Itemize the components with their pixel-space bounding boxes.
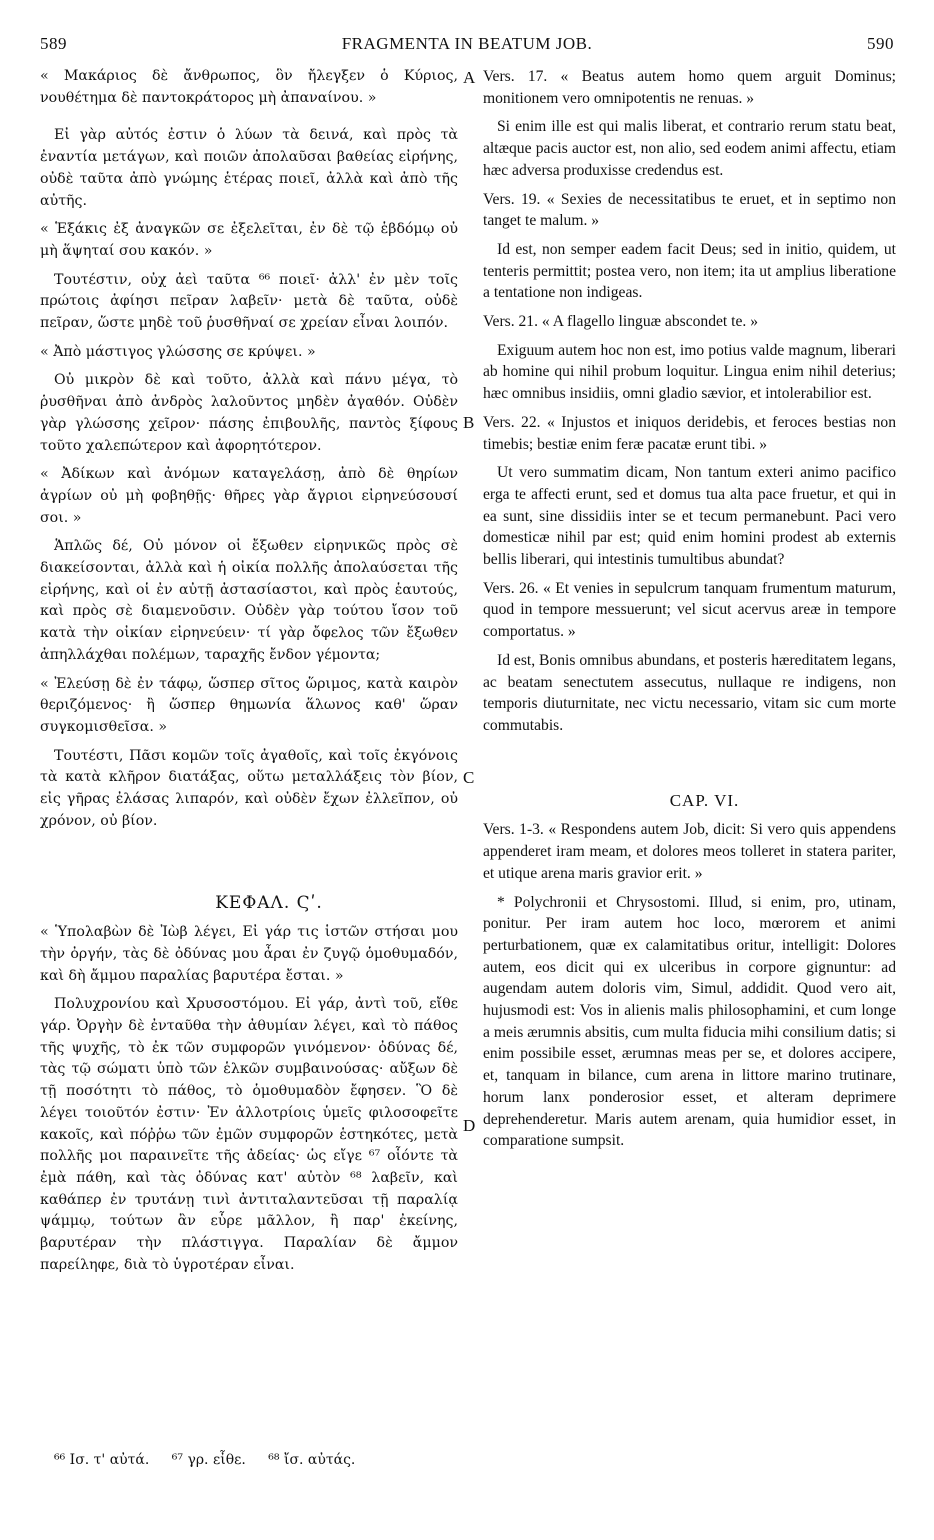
- chapter-heading-latin: CAP. VI.: [669, 790, 740, 810]
- greek-commentary: Τουτέστιν, οὐχ ἀεὶ ταῦτα ⁶⁶ ποιεῖ· ἀλλ' ἐν μὲν τοῖς πρώτοις ἀφίησι πεῖραν λαβεῖν· μετὰ δὲ ταῦτα, οὐδὲ πεῖραν, ὥστε μηδὲ τοῦ ῥυσθῆναί σε χρείαν εἶναι λοιπόν.: [40, 271, 458, 332]
- greek-verse: « Μακάριος δὲ ἄνθρωπος, ὃν ἤλεγξεν ὁ Κύριος, νουθέτημα δὲ παντοκράτορος μὴ ἀπαναίνου. »: [40, 68, 458, 106]
- footnotes: [54, 1452, 373, 1468]
- greek-commentary: Οὐ μικρὸν δὲ καὶ τοῦτο, ἀλλὰ καὶ πάνυ μέγα, τὸ ῥυσθῆναι ἀπὸ ἀνδρὸς λαλοῦντος μηδὲν ἀγαθόν. Οὐδὲν γὰρ γλώσσης χεῖρον· πάσης ἐπιβουλῆς, παντὸς ξίφους τοῦτο χαλεπώτερον καὶ ἀφορητότερον.: [40, 372, 458, 454]
- margin-mark-b: B: [463, 413, 475, 432]
- greek-commentary: Εἰ γὰρ αὐτός ἐστιν ὁ λύων τὰ δεινά, καὶ πρὸς τὰ ἐναντία μετάγων, καὶ ποιῶν ἀπολαῦσαι βαθείας εἰρήνης, οὐδὲ ταῦτα ἀπὸ γνώμης ἑτέρας ποιεῖ, ἀλλὰ καὶ ἀπὸ τῆς αὐτῆς.: [40, 127, 458, 209]
- latin-commentary: Id est, non semper eadem facit Deus; sed in initio, quidem, ut tenteris permittit; postea vero, non item; ita ut amplius liberatione a tentatione non indigeas.: [483, 240, 896, 302]
- greek-verse: « Ἐλεύσῃ δὲ ἐν τάφῳ, ὥσπερ σῖτος ὥριμος, κατὰ καιρὸν θεριζόμενος· ἢ ὥσπερ θημωνία ἅλωνος καθ' ὥραν συγκομισθεῖσα. »: [40, 675, 458, 735]
- margin-mark-d: D: [463, 1116, 476, 1135]
- running-title: FRAGMENTA IN BEATUM JOB.: [341, 34, 593, 53]
- latin-verse: Vers. 22. « Injustos et iniquos deridebis, et feroces bestias non timebis; bestiæ enim feræ pacatæ erunt tibi. »: [483, 413, 896, 453]
- latin-column: [483, 66, 896, 1159]
- greek-commentary: Ἁπλῶς δέ, Οὐ μόνον οἱ ἔξωθεν εἰρηνικῶς πρὸς σὲ διακείσονται, ἀλλὰ καὶ ἡ οἰκία πολλῆς ἀπολαύσεται τῆς εἰρήνης, καὶ οἱ ἐν αὐτῇ ἀστασίαστοι, καὶ πρὸς ἑαυτούς, καὶ πρὸς σὲ διαμενοῦσιν. Οὐδὲν γὰρ τούτου ἴσον τοῦ κατὰ τὴν οἰκίαν εἰρηνεύειν· τί γὰρ ὄφελος τῶν ἔξωθεν ἀπηλλάχθαι πολέμων, ταραχῆς ἔνδον γέμοντα;: [40, 538, 458, 663]
- latin-commentary: Id est, Bonis omnibus abundans, et posteris hæreditatem legans, ac beatam senectutem assecutus, nullaque re indigens, non temporis diuturnitate, nec victu necessario, vitam sic cum morte commutabis.: [483, 651, 896, 734]
- latin-commentary: * Polychronii et Chrysostomi. Illud, si enim, pro, utinam, ponitur. Per iram autem hoc loco, mœrorem et animi perturbationem, quæ ex calamitatibus oritur, intelligit: Dolores autem, eos dicit qui ex ulceribus in corpore gignuntur: ad augendam autem doloris vim, Simul, addidit. Quod vero ait, hujusmodi est: Vos in alienis malis philosophamini, et cum longe a meis ærumnis absitis, cum multa fiducia mihi consilium datis; si enim possibile esset, ærumnas meas per se, et dolores accipere, et, tanquam in bilance, cum arena in littore marino trutinare, horum lanx ponderosior esset, et alteram deprimere deprehenderetur. Maris autem arenam, quia humidior esset, in comparatione sumpsit.: [483, 893, 896, 1150]
- running-head: [40, 34, 894, 58]
- greek-verse: « Ἑξάκις ἐξ ἀναγκῶν σε ἐξελεῖται, ἐν δὲ τῷ ἑβδόμῳ οὐ μὴ ἅψηταί σου κακόν. »: [40, 221, 458, 259]
- greek-commentary: Τουτέστι, Πᾶσι κομῶν τοῖς ἀγαθοῖς, καὶ τοῖς ἐκγόνοις τὰ κατὰ κλῆρον διατάξας, οὕτω μεταλλάξεις τὸν βίον, εἰς γῆρας ἐλάσας λιπαρόν, καὶ οὐδὲν ἔχων ἐλλεῖπον, οὐ χρόνον, οὐ βίον.: [40, 747, 458, 829]
- latin-verse: Vers. 1-3. « Respondens autem Job, dicit: Si vero quis appendens appenderet iram meam, et dolores meos tolleret in statera pariter, et utique arena maris gravior erit. »: [483, 821, 896, 882]
- greek-verse: « Ὑπολαβὼν δὲ Ἰὼβ λέγει, Εἰ γάρ τις ἱστῶν στήσαι μου τὴν ὀργήν, τὰς δὲ ὀδύνας μου ἆραι ἐν ζυγῷ ὁμοθυμαδόν, καὶ δὴ ἄμμου παραλίας βαρυτέρα ἔσται. »: [40, 924, 458, 984]
- latin-verse: Vers. 19. « Sexies de necessitatibus te eruet, et in septimo non tanget te malum. »: [483, 190, 896, 230]
- margin-mark-c: C: [463, 768, 475, 787]
- latin-verse: Vers. 17. « Beatus autem homo quem arguit Dominus; monitionem vero omnipotentis ne renuas. »: [483, 68, 896, 107]
- footnote: ⁶⁷ γρ. εἶθε.: [171, 1452, 246, 1468]
- footnote: ⁶⁸ ἴσ. αὐτάς.: [268, 1452, 356, 1468]
- latin-commentary: Exiguum autem hoc non est, imo potius valde magnum, liberari ab homine qui nihil probum loquitur. Lingua enim nihil deterius; hæc omnibus insidiis, omni gladio sævior, et intolerabilior est.: [483, 341, 896, 403]
- chapter-heading-greek: ΚΕΦΑΛ. Ϛʹ.: [215, 892, 323, 913]
- latin-commentary: Si enim ille est qui malis liberat, et contrario rerum statu beat, altæque pacis auctor est, non alio, sed eodem animi affectu, etiam hæc adversa produxisse credendus est.: [483, 118, 896, 179]
- page-number-right: 590: [867, 34, 894, 53]
- greek-verse: « Ἀπὸ μάστιγος γλώσσης σε κρύψει. »: [40, 343, 316, 360]
- latin-commentary: Ut vero summatim dicam, Non tantum exteri animo pacifico erga te affecti erunt, sed et domus tua alta pace fruetur, et qui in ea sunt, sine dissidiis inter se et tecum permanebunt. Paci vero domesticæ nihil par est; quid enim homini prodest ab externis bellis liberari, qui intestinis tumultibus abundat?: [483, 464, 896, 569]
- greek-column: [40, 66, 458, 1283]
- footnote: ⁶⁶ Ισ. τ' αὐτά.: [54, 1452, 150, 1468]
- page-number-left: 589: [40, 34, 67, 53]
- greek-verse: « Ἀδίκων καὶ ἀνόμων καταγελάσῃ, ἀπὸ δὲ θηρίων ἀγρίων οὐ μὴ φοβηθῇς· θῆρες γὰρ ἄγριοι εἰρηνεύσουσί σοι. »: [40, 466, 458, 526]
- latin-verse: Vers. 26. « Et venies in sepulcrum tanquam frumentum maturum, quod in tempore messuerunt; vel sicut acervus areæ in tempore comportatus. »: [483, 579, 896, 641]
- margin-mark-a: A: [463, 68, 476, 87]
- latin-verse: Vers. 21. « A flagello linguæ abscondet te. »: [483, 313, 759, 331]
- greek-commentary: Πολυχρονίου καὶ Χρυσοστόμου. Εἰ γάρ, ἀντὶ τοῦ, εἴθε γάρ. Ὀργὴν δὲ ἐνταῦθα τὴν ἀθυμίαν λέγει, καὶ τὸ πάθος τῆς ψυχῆς, τὸ ἐκ τῶν συμφορῶν γινόμενον· ὀδύνας δέ, τὰς τῷ σώματι ὑπὸ τῶν ἑλκῶν συμβαινούσας· αὔξων δὲ τῇ ποσότητι τὸ πάθος, τὸ ὁμοθυμαδὸν ἔφησεν. Ὃ δὲ λέγει τοιοῦτόν ἐστιν· Ἐν ἀλλοτρίοις ὑμεῖς φιλοσοφεῖτε κακοῖς, καὶ πόῤῥω τῶν ἐμῶν συμφορῶν ἑστηκότες, μετὰ πολλῆς μοι παραινεῖτε τῆς ἀδείας· ὡς εἴγε ⁶⁷ οἷόντε τὰ ἐμὰ πάθη, καὶ τὰς ὀδύνας κατ' αὐτὸν ⁶⁸ λαβεῖν, καὶ καθάπερ ἐν τρυτάνῃ τινὶ ἀντιταλαντεῦσαι τῇ παραλίᾳ ψάμμῳ, τούτων ἂν εὗρε μᾶλλον, ἢ παρ' ἐκείνης, βαρυτέραν τὴν πλάστιγγα. Παραλίαν δὲ ἄμμον παρείληφε, διὰ τὸ ὑγροτέραν εἶναι.: [40, 996, 458, 1273]
